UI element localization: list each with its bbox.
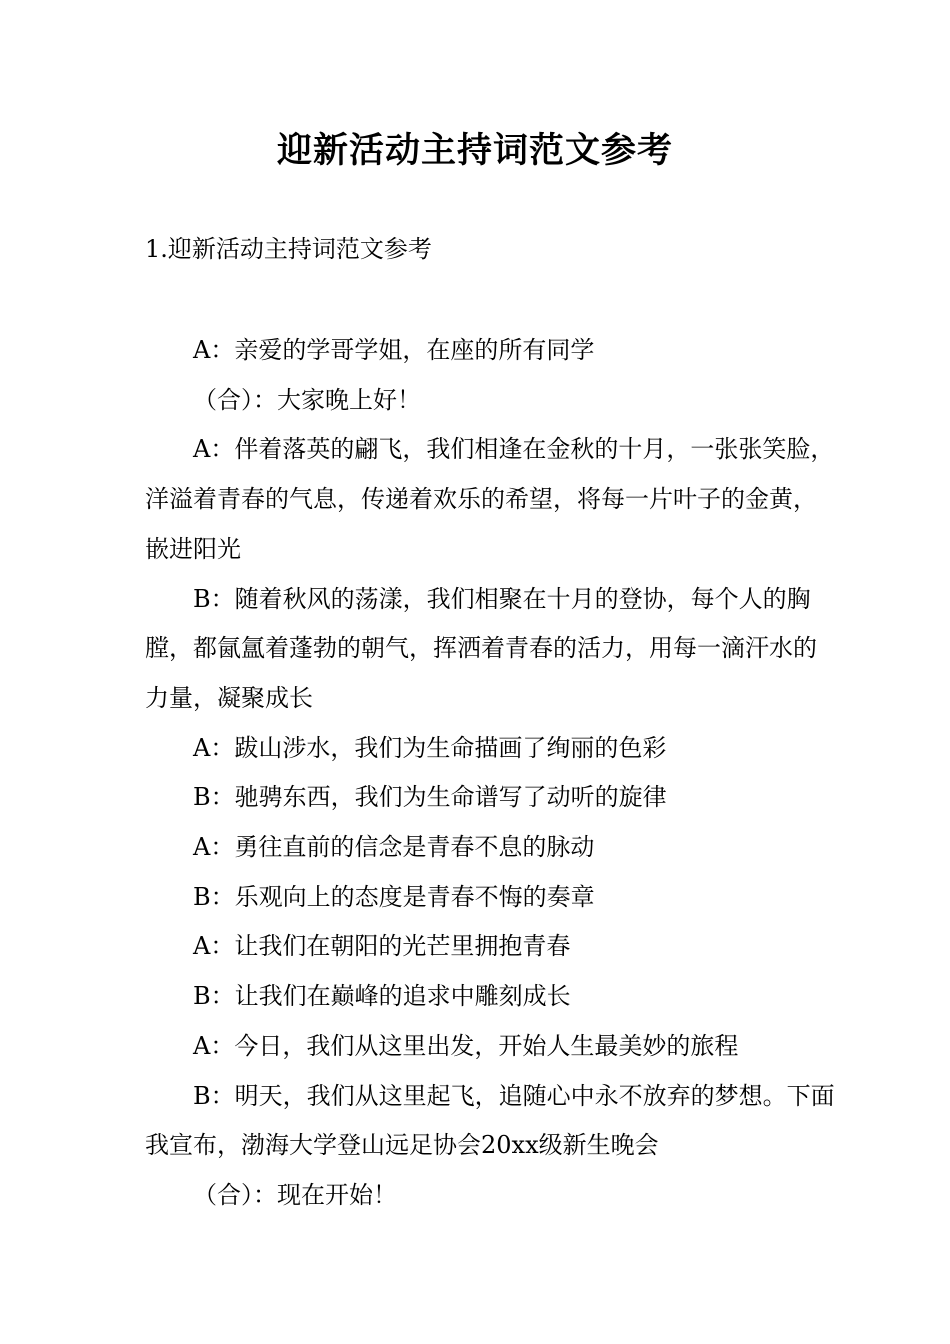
paragraph: B：让我们在巅峰的追求中雕刻成长 [193,982,571,1011]
section-heading: 1.迎新活动主持词范文参考 [145,235,432,263]
paragraph: A：勇往直前的信念是青春不息的脉动 [193,833,595,862]
paragraph: A：跋山涉水，我们为生命描画了绚丽的色彩 [193,733,667,762]
document-body [145,326,835,1221]
paragraph: B：驰骋东西，我们为生命谱写了动听的旋律 [193,783,667,812]
paragraph: A：亲爱的学哥学姐，在座的所有同学 [193,336,595,364]
paragraph: B：随着秋风的荡漾，我们相聚在十月的登协，每个人的胸膛，都氤氲着蓬勃的朝气，挥洒着青春的活力，用每一滴汗水的力量，凝聚成长 [145,584,817,712]
paragraph: A：今日，我们从这里出发，开始人生最美妙的旅程 [193,1031,739,1060]
paragraph: A：让我们在朝阳的光芒里拥抱青春 [193,932,571,961]
paragraph: （合）：大家晚上好！ [193,385,421,414]
document-title: 迎新活动主持词范文参考 [276,130,673,171]
paragraph: A：伴着落英的翩飞，我们相逢在金秋的十月，一张张笑脸，洋溢着青春的气息，传递着欢乐的希望，将每一片叶子的金黄，嵌进阳光 [145,435,835,563]
paragraph: （合）：现在开始！ [193,1180,397,1209]
paragraph: B：明天，我们从这里起飞，追随心中永不放弃的梦想。下面我宣布，渤海大学登山远足协会20xx级新生晚会 [145,1081,835,1160]
paragraph: B：乐观向上的态度是青春不悔的奏章 [193,882,595,911]
